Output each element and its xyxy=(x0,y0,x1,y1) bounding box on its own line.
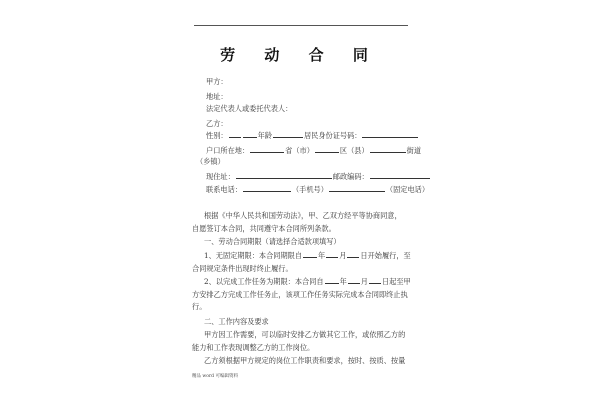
gender-blank[interactable] xyxy=(229,131,241,138)
age-label: 年龄 xyxy=(257,131,272,140)
party-b-label: 乙方： xyxy=(206,119,228,128)
current-address-line xyxy=(206,172,431,181)
section-1-title: 一、劳动合同期限（请选择合适款项填写） xyxy=(204,237,341,246)
age-gap xyxy=(273,131,303,138)
district-blank[interactable] xyxy=(315,146,339,153)
document-title: 劳 动 合 同 xyxy=(220,46,380,64)
party-a-legal-rep: 法定代表人或委托代表人： xyxy=(206,104,293,113)
header-rule xyxy=(194,25,408,26)
item-1-year-blank[interactable] xyxy=(303,251,317,258)
item-1-line xyxy=(204,251,411,260)
hukou-line xyxy=(206,146,421,155)
id-label: 居民身份证号码： xyxy=(303,131,362,140)
item-2-month-blank[interactable] xyxy=(348,277,360,284)
item-1-day-label: 日开始履行，至 xyxy=(360,251,411,260)
age-blank[interactable] xyxy=(243,131,257,138)
current-address-blank[interactable] xyxy=(236,172,332,179)
item-1-day-blank[interactable] xyxy=(347,251,359,258)
gender-label: 性别： xyxy=(206,131,228,140)
page-footer: 精品 word 可编辑资料 xyxy=(192,374,238,379)
section-2-title: 二、工作内容及要求 xyxy=(204,317,269,326)
phone-line xyxy=(206,185,429,194)
hukou-label: 户口所在地： xyxy=(206,146,250,155)
item-2-day-blank[interactable] xyxy=(369,277,381,284)
section-2-para-1-line-2: 能力和工作表现调整乙方的工作岗位。 xyxy=(192,343,315,352)
item-2-month-label: 月 xyxy=(360,277,368,286)
phone-label: 联系电话： xyxy=(206,185,242,194)
preamble-line-2: 自愿签订本合同，共同遵守本合同所列条款。 xyxy=(192,224,336,233)
item-2-text: 2、以完成工作任务为期限：本合同自 xyxy=(204,277,324,286)
item-1-month-label: 月 xyxy=(339,251,347,260)
party-a-label: 甲方： xyxy=(206,77,228,86)
district-label: 区（县） xyxy=(339,146,369,155)
gender-age-id-line xyxy=(206,131,419,140)
item-1-month-blank[interactable] xyxy=(326,251,338,258)
item-1-text: 1、无固定期限：本合同期限自 xyxy=(204,251,303,260)
id-number-blank[interactable] xyxy=(362,131,418,138)
street-blank[interactable] xyxy=(370,146,406,153)
item-2-day-label: 日起至甲 xyxy=(381,277,411,286)
item-1-year-label: 年 xyxy=(318,251,326,260)
item-2-continuation-2: 行。 xyxy=(192,302,207,311)
preamble-line-1: 根据《中华人民共和国劳动法》，甲、乙双方经平等协商同意， xyxy=(204,211,402,220)
landline-label: （固定电话） xyxy=(385,185,430,194)
postcode-blank[interactable] xyxy=(370,172,430,179)
section-2-para-1-line-1: 甲方因工作需要，可以临时安排乙方做其它工作，或依照乙方的 xyxy=(204,330,406,339)
province-blank[interactable] xyxy=(250,146,284,153)
item-2-year-label: 年 xyxy=(339,277,347,286)
landline-blank[interactable] xyxy=(329,185,385,192)
province-label: 省（市） xyxy=(285,146,314,155)
township-label: （乡镇） xyxy=(196,157,225,166)
item-2-year-blank[interactable] xyxy=(325,277,339,284)
postcode-label: 邮政编码： xyxy=(332,172,369,181)
mobile-blank[interactable] xyxy=(243,185,291,192)
section-2-para-2-line-1: 乙方须根据甲方规定的岗位工作职责和要求，按时、按质、按量 xyxy=(204,356,406,365)
street-label: 街道 xyxy=(406,146,422,155)
mobile-label: （手机号） xyxy=(291,185,328,194)
party-a-address: 地址： xyxy=(206,92,228,101)
item-1-continuation: 合同规定条件出现时终止履行。 xyxy=(192,264,293,273)
item-2-continuation-1: 方安排乙方完成工作任务止，该项工作任务实际完成本合同即终止执 xyxy=(192,290,408,299)
item-2-line xyxy=(204,277,411,286)
current-address-label: 现住址： xyxy=(206,172,235,181)
